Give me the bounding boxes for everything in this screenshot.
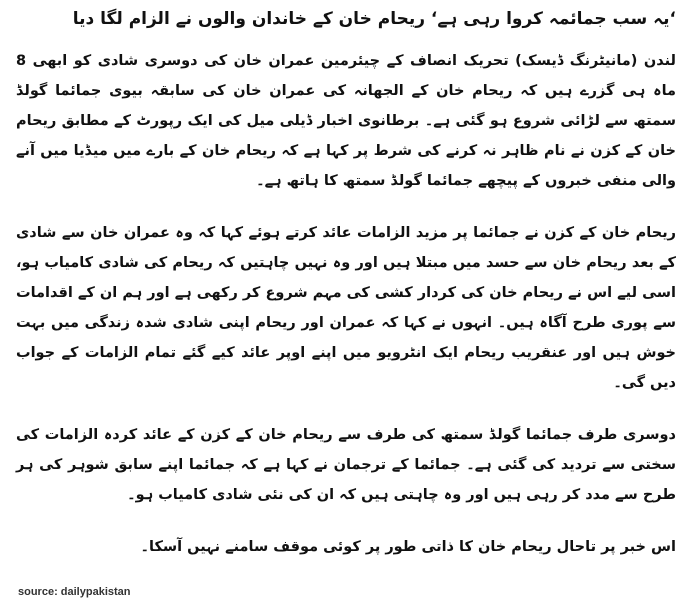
article-paragraph-3: دوسری طرف جمائما گولڈ سمتھ کی طرف سے ریحام خان کے کزن کے عائد کردہ الزامات کی سختی سے تردید کی گئی ہے۔ جمائما کے ترجمان نے کہا ہے کہ جمائما اپنے سابق شوہر کی ہر طرح سے مدد کر رہی ہیں اور وہ چاہتی ہیں کہ ان کی نئی شادی کامیاب ہو۔ <box>16 427 676 503</box>
article-paragraph-2: ریحام خان کے کزن نے جمائما پر مزید الزامات عائد کرتے ہوئے کہا کہ وہ عمران خان سے شادی کے بعد ریحام خان سے حسد میں مبتلا ہیں اور وہ نہیں چاہتیں کہ ریحام کی شادی کامیاب ہو، اسی لیے اس نے ریحام خان کی کردار کشی کی مہم شروع کر رکھی ہے اور ہم ان کے اقدامات سے پوری طرح آگاہ ہیں۔ انہوں نے کہا کہ عمران اور ریحام اپنی شادی شدہ زندگی میں بہت خوش ہیں اور عنقریب ریحام ایک انٹرویو میں اپنے اوپر عائد کیے گئے تمام الزامات کے جواب دیں گی۔ <box>16 225 676 391</box>
article-headline: ‘یہ سب جمائمہ کروا رہی ہے‘ ریحام خان کے خاندان والوں نے الزام لگا دیا <box>72 9 676 29</box>
article-paragraph-1: لندن (مانیٹرنگ ڈیسک) تحریک انصاف کے چیئرمین عمران خان کی دوسری شادی کو ابھی 8 ماہ ہی گزرے ہیں کہ ریحام خان کے الجھانہ کی عمران خان کی سابقہ بیوی جمائما گولڈ سمتھ سے لڑائی شروع ہو گئی ہے۔ برطانوی اخبار ڈیلی میل کی ایک رپورٹ کے مطابق ریحام خان کے کزن نے نام ظاہر نہ کرنے کی شرط پر کہا ہے کہ ریحام خان کے بارے میں میڈیا میں آنے والی منفی خبروں کے پیچھے جمائما گولڈ سمتھ کا ہاتھ ہے۔ <box>16 53 676 189</box>
article-paragraph-4: اس خبر پر تاحال ریحام خان کا ذاتی طور پر کوئی موقف سامنے نہیں آسکا۔ <box>140 539 676 555</box>
source-credit: source: dailypakistan <box>18 586 131 598</box>
